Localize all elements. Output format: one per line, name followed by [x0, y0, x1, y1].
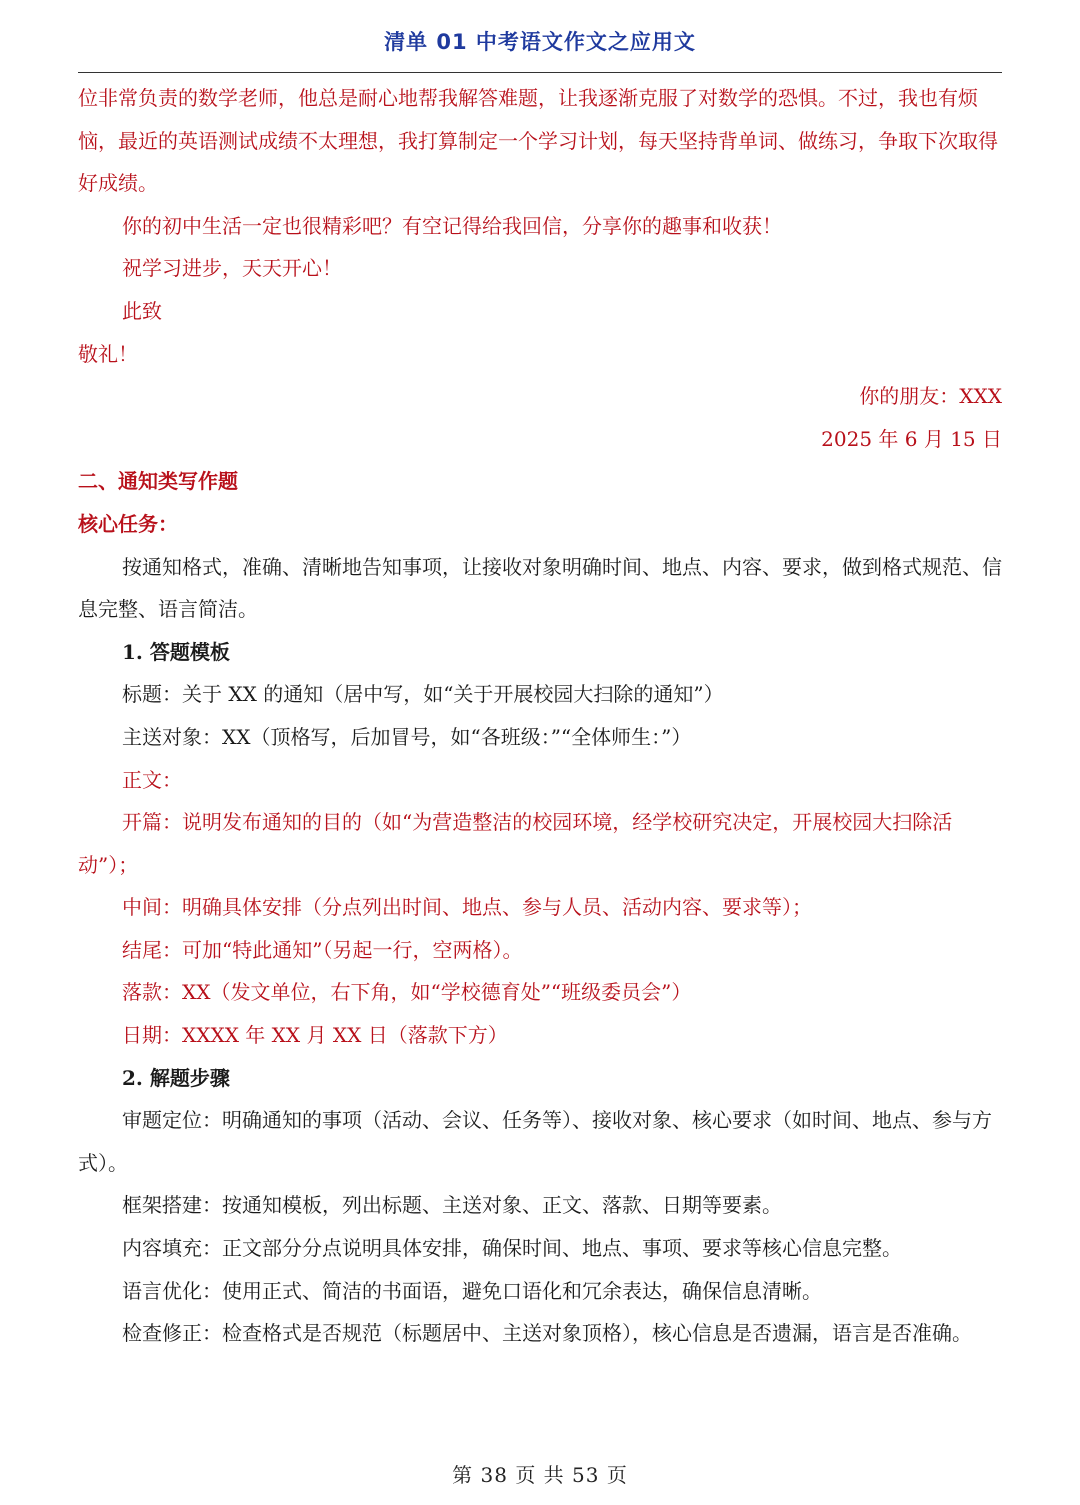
page-content [78, 77, 1002, 1355]
letter-closing-1: 此致 [122, 298, 162, 323]
header-divider [78, 72, 1002, 73]
template-recipient-line: 主送对象：XX（顶格写，后加冒号，如“各班级：”“全体师生：”） [122, 724, 692, 749]
letter-invite-paragraph: 你的初中生活一定也很精彩吧？有空记得给我回信，分享你的趣事和收获！ [122, 213, 782, 238]
template-date: 日期：XXXX 年 XX 月 XX 日（落款下方） [122, 1023, 508, 1048]
step-language: 语言优化：使用正式、简洁的书面语，避免口语化和冗余表达，确保信息清晰。 [122, 1278, 822, 1303]
template-middle: 中间：明确具体安排（分点列出时间、地点、参与人员、活动内容、要求等）； [122, 895, 812, 920]
step-check: 检查修正：检查格式是否规范（标题居中、主送对象顶格），核心信息是否遗漏，语言是否准确。 [122, 1321, 972, 1346]
page-header-title: 清单 01 中考语文作文之应用文 [384, 30, 696, 54]
letter-date: 2025 年 6 月 15 日 [821, 426, 1002, 451]
template-ending: 结尾：可加“特此通知”（另起一行，空两格）。 [122, 937, 523, 962]
template-title-line: 标题：关于 XX 的通知（居中写，如“关于开展校园大扫除的通知”） [122, 682, 724, 707]
template-body-label: 正文： [122, 767, 182, 792]
page-number: 第 38 页 共 53 页 [452, 1463, 628, 1487]
core-task-text: 按通知格式，准确、清晰地告知事项，让接收对象明确时间、地点、内容、要求，做到格式规范、信息完整、语言简洁。 [78, 554, 1002, 622]
step-review: 审题定位：明确通知的事项（活动、会议、任务等）、接收对象、核心要求（如时间、地点、参与方式）。 [78, 1108, 992, 1175]
section-heading: 二、通知类写作题 [78, 469, 238, 494]
steps-heading: 2. 解题步骤 [122, 1065, 230, 1090]
letter-closing-2: 敬礼！ [78, 341, 138, 366]
template-heading: 1. 答题模板 [122, 639, 230, 664]
template-signature: 落款：XX（发文单位，右下角，如“学校德育处”“班级委员会”） [122, 980, 692, 1005]
core-task-label: 核心任务： [78, 511, 178, 536]
template-opening: 开篇：说明发布通知的目的（如“为营造整洁的校园环境，经学校研究决定，开展校园大扫除活动”）； [78, 810, 953, 877]
letter-signature: 你的朋友：XXX [859, 384, 1002, 409]
step-content: 内容填充：正文部分分点说明具体安排，确保时间、地点、事项、要求等核心信息完整。 [122, 1236, 902, 1261]
letter-wish: 祝学习进步，天天开心！ [122, 256, 342, 281]
step-framework: 框架搭建：按通知模板，列出标题、主送对象、正文、落款、日期等要素。 [122, 1193, 782, 1218]
letter-body-paragraph: 位非常负责的数学老师，他总是耐心地帮我解答难题，让我逐渐克服了对数学的恐惧。不过，我也有烦恼，最近的英语测试成绩不太理想，我打算制定一个学习计划，每天坚持背单词、做练习，争取下次取得好成绩。 [78, 86, 998, 196]
